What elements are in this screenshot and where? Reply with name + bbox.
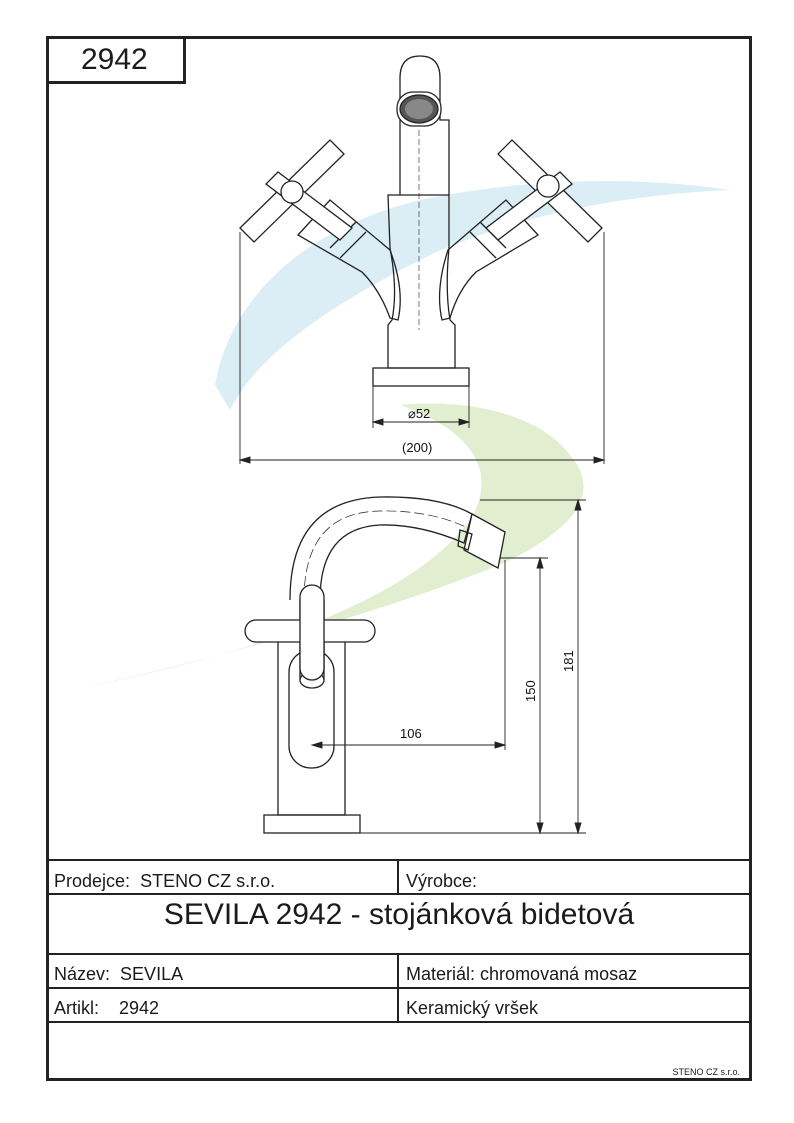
article-label: Artikl: [54, 998, 99, 1018]
company-stamp: STENO CZ s.r.o. [672, 1067, 740, 1077]
name-cell [54, 964, 183, 985]
drawing-code: 2942 [81, 43, 148, 76]
manufacturer-label: Výrobce: [406, 871, 478, 891]
watermark-green-swoosh [70, 403, 584, 690]
side-base-plate [264, 815, 360, 833]
watermark-blue-swoosh [215, 181, 730, 410]
name-label: Název: [54, 964, 111, 984]
material-cell [406, 964, 637, 985]
seller-value: STENO CZ s.r.o. [140, 871, 276, 891]
product-title: SEVILA 2942 - stojánková bidetová [163, 898, 635, 931]
drawing-code-box [46, 36, 186, 84]
seller-label: Prodejce: [54, 871, 131, 891]
spout-reach-label: 106 [400, 726, 422, 741]
material-value: chromovaná mosaz [480, 964, 638, 984]
base-plate [373, 368, 469, 386]
name-value: SEVILA [120, 964, 184, 984]
seller-cell [54, 871, 275, 892]
outlet-height-label: 150 [523, 680, 538, 702]
feature-cell [406, 998, 538, 1019]
manufacturer-cell [406, 871, 482, 892]
article-cell [54, 998, 159, 1019]
total-height-label: 181 [561, 650, 576, 672]
article-value: 2942 [119, 998, 160, 1018]
base-diameter-label: ⌀52 [408, 406, 431, 421]
feature-value: Keramický vršek [406, 998, 539, 1018]
material-label: Materiál: [406, 964, 476, 984]
overall-width-label: (200) [402, 440, 433, 455]
